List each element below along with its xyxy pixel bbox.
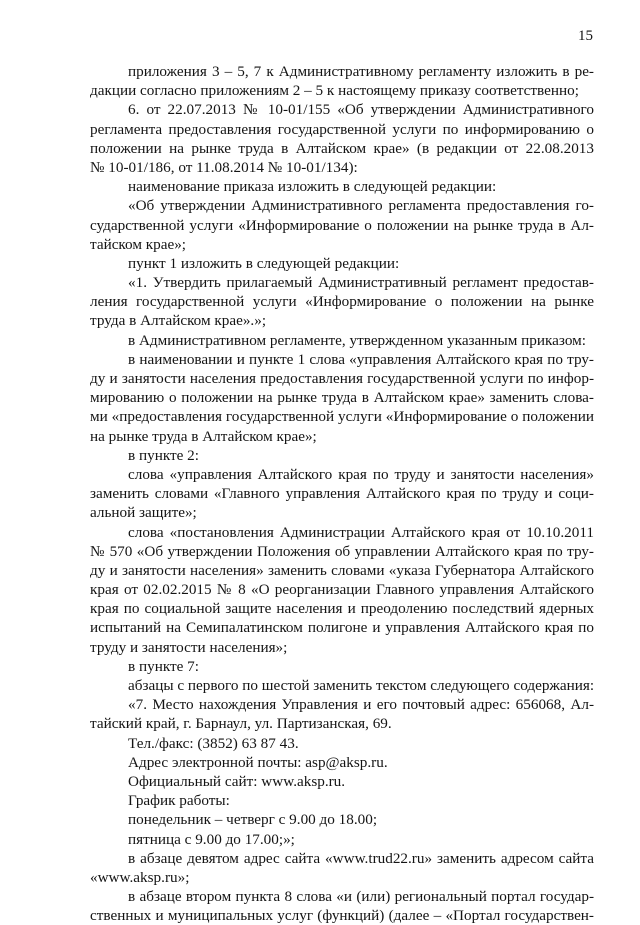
text-line: наименование приказа изложить в следующей редакции:: [128, 178, 497, 196]
text-line: ми «предоставления государственной услуги «Информирование о положении: [90, 408, 594, 426]
text-line: края от 02.02.2015 № 8 «О реорганизации Главного управления Алтайского: [90, 581, 594, 599]
text-line: пятница с 9.00 до 17.00;»;: [128, 830, 295, 848]
text-line: ду и занятости населения» заменить словами «указа Губернатора Алтайского: [90, 561, 594, 579]
text-line: № 570 «Об утверждении Положения об управлении Алтайского края по тру-: [90, 542, 594, 560]
text-line: в пункте 2:: [128, 446, 199, 464]
text-line: понедельник – четверг с 9.00 до 18.00;: [128, 811, 378, 829]
text-line: № 10-01/186, от 11.08.2014 № 10-01/134):: [90, 158, 358, 176]
text-line: «Об утверждении Административного регламента предоставления го-: [128, 197, 594, 215]
text-line: ления государственной услуги «Информирование о положении на рынке: [90, 293, 594, 311]
text-line: в абзаце втором пункта 8 слова «и (или) региональный портал государ-: [128, 888, 594, 906]
text-line: Тел./факс: (3852) 63 87 43.: [128, 734, 299, 752]
text-line: мированию о положении на рынке труда в Алтайском крае» заменить слова-: [90, 389, 594, 407]
text-line: в наименовании и пункте 1 слова «управления Алтайского края по тру-: [128, 350, 594, 368]
text-line: Адрес электронной почты: asp@aksp.ru.: [128, 753, 388, 771]
text-line: положении на рынке труда в Алтайском крае» (в редакции от 22.08.2013: [90, 139, 594, 157]
text-line: труда в Алтайском крае».»;: [90, 312, 267, 330]
text-line: «www.aksp.ru»;: [90, 868, 190, 886]
text-line: регламента предоставления государственной услуги по информированию о: [90, 120, 594, 138]
text-line: в абзаце девятом адрес сайта «www.trud22.ru» заменить адресом сайта: [128, 849, 594, 867]
text-line: 6. от 22.07.2013 № 10-01/155 «Об утверждении Административного: [128, 101, 594, 119]
document-text: [90, 62, 594, 925]
text-line: слова «постановления Администрации Алтайского края от 10.10.2011: [128, 523, 594, 541]
text-line: испытаний на Семипалатинском полигоне и управления Алтайского края по: [90, 619, 594, 637]
text-line: альной защите»;: [90, 504, 197, 522]
text-line: сударственной услуги «Информирование о положении на рынке труда в Ал-: [90, 216, 594, 234]
text-line: ду и занятости населения предоставления государственной услуги по инфор-: [90, 370, 594, 387]
text-line: абзацы с первого по шестой заменить текстом следующего содержания:: [128, 677, 595, 694]
text-line: приложения 3 – 5, 7 к Административному регламенту изложить в ре-: [128, 63, 594, 80]
text-line: Официальный сайт: www.aksp.ru.: [128, 772, 346, 790]
text-line: «1. Утвердить прилагаемый Административный регламент предостав-: [128, 274, 594, 292]
text-line: тайском крае»;: [90, 235, 187, 253]
text-line: ственных и муниципальных услуг (функций) (далее – «Портал государствен-: [90, 907, 594, 925]
text-line: заменить словами «Главного управления Алтайского края по труду и соци-: [90, 485, 594, 503]
text-line: на рынке труда в Алтайском крае»;: [90, 427, 317, 445]
text-line: слова «управления Алтайского края по труду и занятости населения»: [128, 465, 594, 483]
text-line: График работы:: [128, 792, 230, 810]
text-line: «7. Место нахождения Управления и его почтовый адрес: 656068, Ал-: [128, 696, 594, 714]
text-line: края по социальной защите населения и преодолению последствий ядерных: [90, 600, 594, 618]
page-number: 15: [578, 28, 593, 44]
text-line: в пункте 7:: [128, 657, 199, 675]
text-line: труду и занятости населения»;: [90, 638, 288, 656]
text-line: в Административном регламенте, утвержденном указанным приказом:: [128, 331, 586, 349]
text-line: дакции согласно приложениям 2 – 5 к настоящему приказу соответственно;: [90, 82, 579, 100]
text-line: тайский край, г. Барнаул, ул. Партизанская, 69.: [90, 715, 392, 733]
text-line: пункт 1 изложить в следующей редакции:: [128, 254, 400, 272]
